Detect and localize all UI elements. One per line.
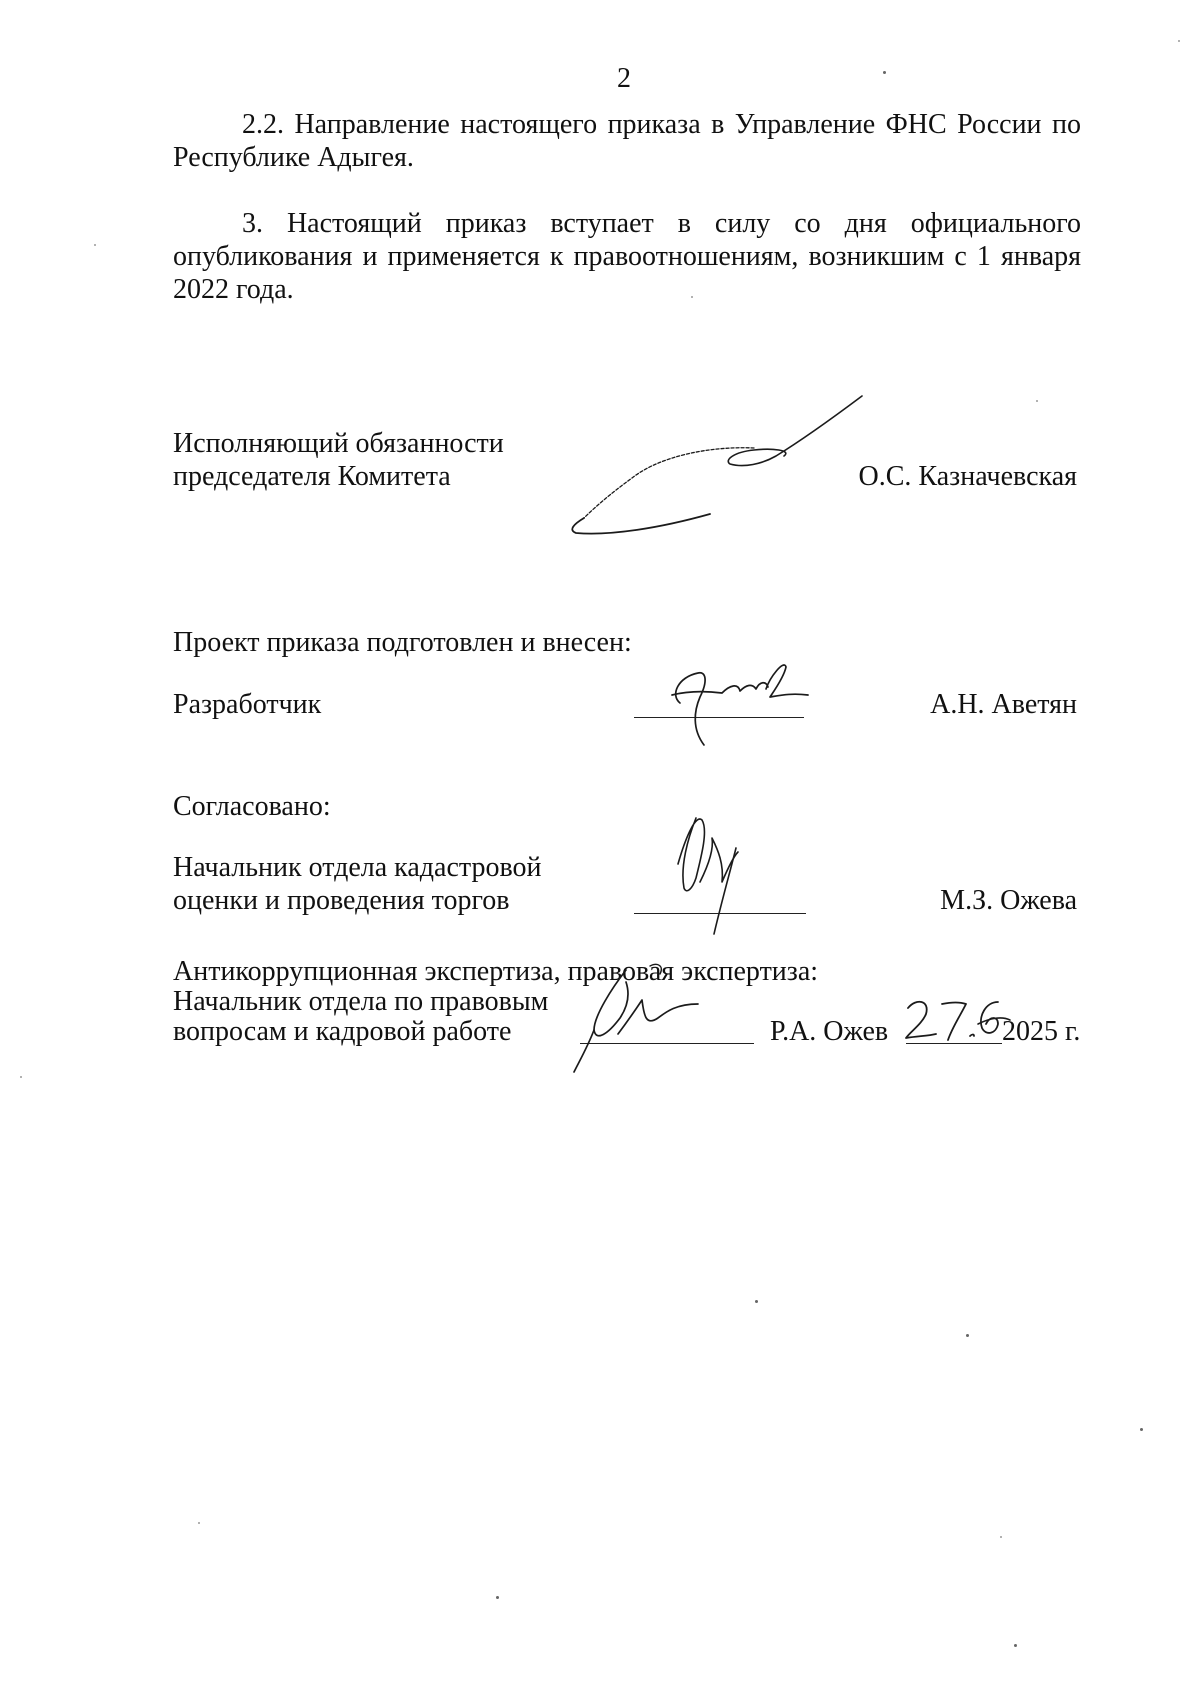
- signatory-title-line-2: председателя Комитета: [173, 461, 451, 492]
- paragraph-3-line-2: опубликования и применяется к правоотношениям, возникшим с 1 января: [173, 241, 1081, 272]
- scan-speck: [198, 1522, 200, 1524]
- agreed-role-line-2: оценки и проведения торгов: [173, 885, 510, 916]
- scan-speck: [1140, 1428, 1143, 1431]
- paragraph-3-line-1: 3. Настоящий приказ вступает в силу со дня официального: [242, 208, 1081, 239]
- scan-speck: [1000, 1536, 1002, 1538]
- scan-speck: [496, 1596, 499, 1599]
- signature-kaznachevskaya: [540, 390, 870, 540]
- paragraph-2-2: [173, 108, 1081, 141]
- paragraph-3-line-2-wrap: [173, 240, 1081, 273]
- anticorruption-heading: Антикоррупционная экспертиза, правовая экспертиза:: [173, 956, 819, 987]
- paragraph-2-2-line-1: 2.2. Направление настоящего приказа в Управление ФНС России по: [242, 109, 1081, 140]
- anticorruption-year: 2025 г.: [1002, 1016, 1081, 1047]
- page-number: 2: [617, 63, 631, 94]
- scan-speck: [966, 1334, 969, 1337]
- anticorruption-name: Р.А. Ожев: [770, 1016, 889, 1047]
- anticorruption-role-line-1: Начальник отдела по правовым: [173, 986, 549, 1017]
- paragraph-2-2-line-2: Республике Адыгея.: [173, 142, 414, 173]
- scan-speck: [1036, 400, 1038, 402]
- signature-ozheva: [670, 812, 770, 942]
- prepared-heading: Проект приказа подготовлен и внесен:: [173, 627, 632, 658]
- handwritten-date: [902, 994, 1012, 1048]
- agreed-heading: Согласовано:: [173, 791, 331, 822]
- prepared-name: А.Н. Аветян: [930, 689, 1077, 720]
- scan-speck: [1178, 40, 1180, 42]
- signatory-name: О.С. Казначевская: [858, 461, 1077, 492]
- scan-speck: [20, 1076, 22, 1078]
- prepared-role: Разработчик: [173, 689, 322, 720]
- paragraph-3-line-1-wrap: [173, 207, 1081, 240]
- agreed-role-line-1: Начальник отдела кадастровой: [173, 852, 542, 883]
- anticorruption-role-line-2: вопросам и кадровой работе: [173, 1016, 512, 1047]
- scan-speck: [755, 1300, 758, 1303]
- signature-avetyan: [660, 655, 830, 750]
- signatory-title-line-1: Исполняющий обязанности: [173, 428, 504, 459]
- scan-speck: [94, 244, 96, 246]
- scan-speck: [883, 71, 886, 74]
- scan-speck: [1014, 1644, 1017, 1647]
- signature-ozhev: [568, 960, 738, 1080]
- paragraph-3-line-3: 2022 года.: [173, 274, 294, 305]
- agreed-name: М.З. Ожева: [940, 885, 1077, 916]
- scan-speck: [691, 296, 693, 298]
